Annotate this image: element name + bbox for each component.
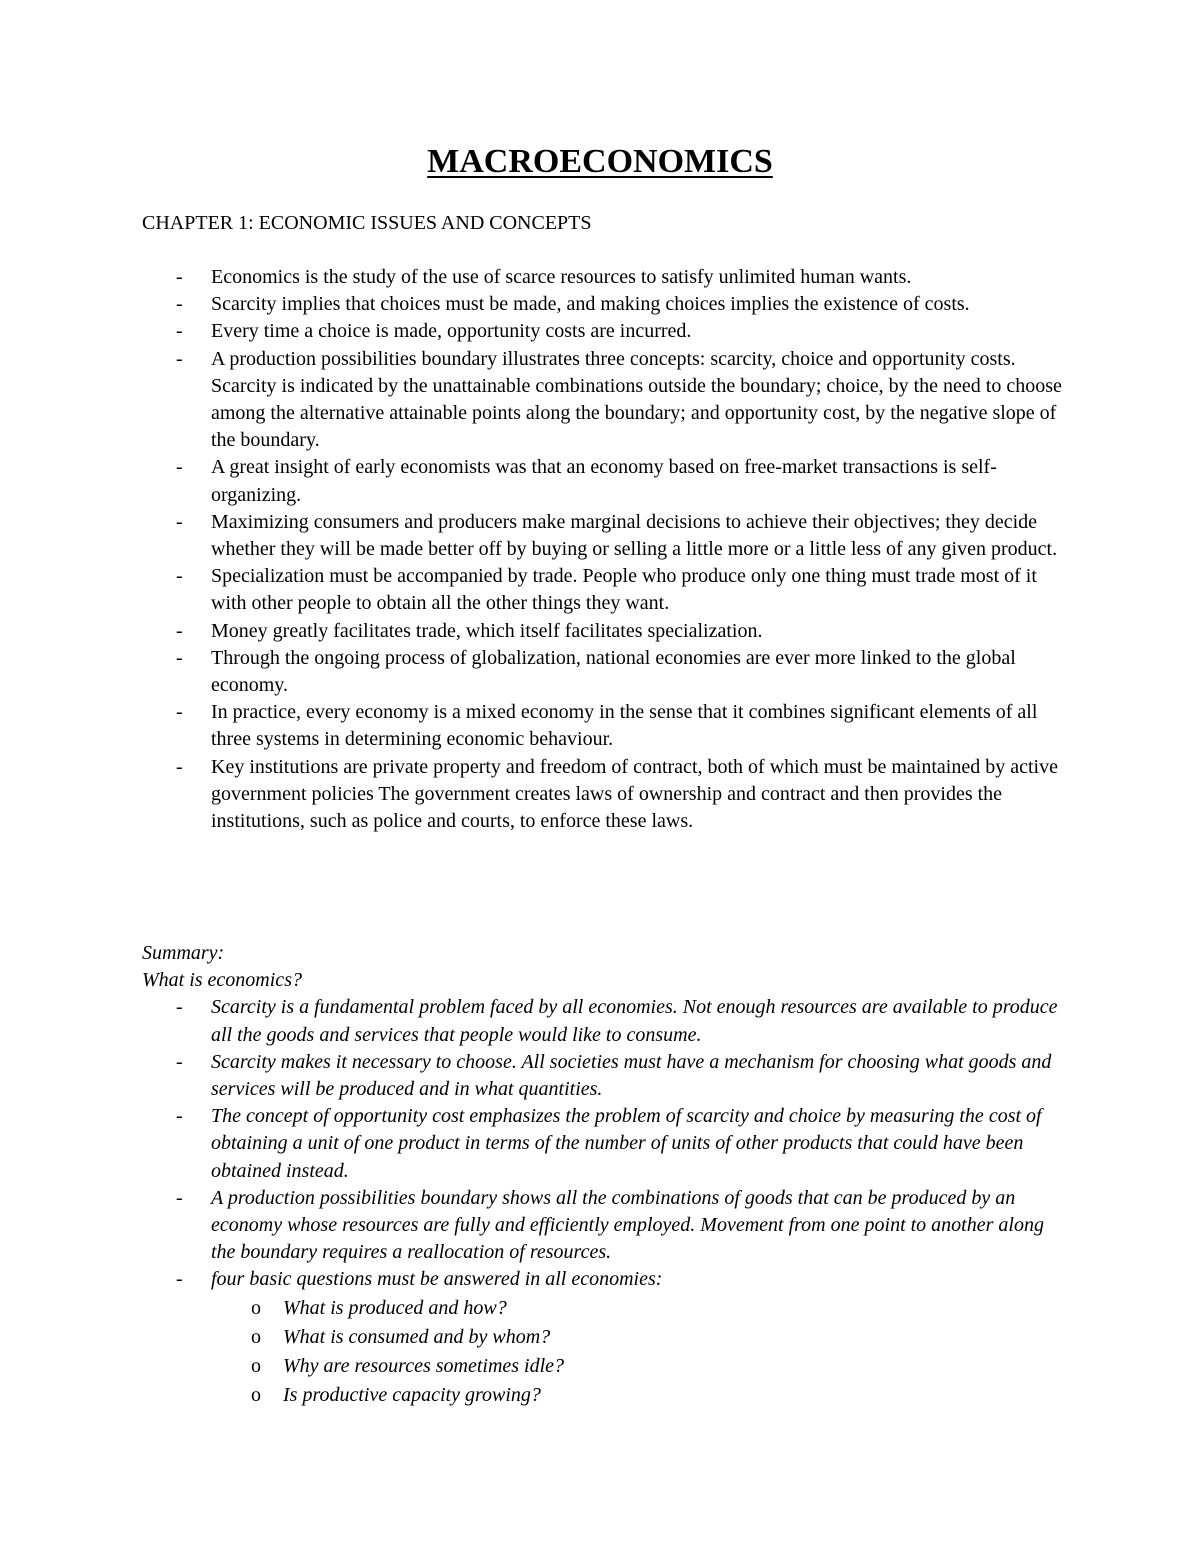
question-text: What is consumed and by whom? (283, 1325, 551, 1348)
bullet-marker: - (176, 1268, 183, 1291)
bullet-marker: - (176, 510, 183, 533)
summary-subheading: What is economics? (142, 969, 302, 992)
list-item (142, 264, 1062, 291)
list-item-text: A production possibilities boundary illustrates three concepts: scarcity, choice and opportunity costs. Scarcity is indicated by the unattainable combinations outside the boundary; choice, by the need to choose among the alternative attainable points along the boundary; and opportunity cost, by the negative slope of the boundary. (211, 347, 1062, 452)
bullet-marker: - (176, 755, 183, 778)
list-item (142, 509, 1062, 563)
list-item-text: Scarcity implies that choices must be made, and making choices implies the existence of costs. (211, 293, 970, 316)
list-item (142, 1266, 1062, 1293)
list-item (142, 645, 1062, 699)
bullet-marker: - (176, 1105, 183, 1128)
key-points-list (142, 264, 1062, 835)
list-item (142, 563, 1062, 617)
question-item (211, 1381, 1062, 1410)
question-text: Why are resources sometimes idle? (283, 1354, 565, 1377)
bullet-marker: - (176, 1186, 183, 1209)
bullet-marker: - (176, 456, 183, 479)
list-item-text: Every time a choice is made, opportunity costs are incurred. (211, 320, 692, 343)
list-item-text: Maximizing consumers and producers make marginal decisions to achieve their objectives; they decide whether they will be made better off by buying or selling a little more or a little less of any given product. (211, 510, 1058, 561)
bullet-marker: - (176, 347, 183, 370)
summary-points-list (142, 994, 1062, 1409)
list-item-text: Scarcity makes it necessary to choose. All societies must have a mechanism for choosing what goods and services will be produced and in what quantities. (211, 1050, 1052, 1101)
chapter-heading: CHAPTER 1: ECONOMIC ISSUES AND CONCEPTS (142, 212, 592, 234)
list-item-text: In practice, every economy is a mixed economy in the sense that it combines significant elements of all three systems in determining economic behaviour. (211, 701, 1038, 751)
list-item-text: four basic questions must be answered in all economies: (211, 1268, 663, 1291)
list-item-text: Key institutions are private property and freedom of contract, both of which must be maintained by active government policies The government creates laws of ownership and contract and then provides the institutions, such as police and courts, to enforce these laws. (211, 755, 1058, 833)
question-text: What is produced and how? (283, 1296, 507, 1319)
bullet-marker: - (176, 701, 183, 724)
list-item (142, 1185, 1062, 1267)
bullet-marker: - (176, 293, 183, 316)
question-item (211, 1352, 1062, 1381)
list-item (142, 1049, 1062, 1103)
bullet-marker: - (176, 565, 183, 588)
list-item (142, 1103, 1062, 1185)
list-item (142, 618, 1062, 645)
list-item-text: A great insight of early economists was that an economy based on free-market transactions is self-organizing. (211, 456, 997, 506)
list-item (142, 318, 1062, 345)
list-item-text: Scarcity is a fundamental problem faced by all economies. Not enough resources are available to produce all the goods and services that people would like to consume. (211, 996, 1058, 1046)
sub-bullet-marker: o (251, 1354, 261, 1377)
list-item (142, 754, 1062, 836)
sub-bullet-marker: o (251, 1325, 261, 1348)
question-item (211, 1294, 1062, 1323)
bullet-marker: - (176, 1050, 183, 1073)
bullet-marker: - (176, 320, 183, 343)
basic-questions-list (211, 1294, 1062, 1410)
list-item-text: A production possibilities boundary shows all the combinations of goods that can be produced by an economy whose resources are fully and efficiently employed. Movement from one point to another along the boundary requires a reallocation of resources. (211, 1186, 1044, 1264)
summary-section (142, 940, 1062, 1410)
question-item (211, 1323, 1062, 1352)
bullet-marker: - (176, 646, 183, 669)
list-item (142, 699, 1062, 753)
list-item (142, 346, 1062, 455)
list-item (142, 994, 1062, 1048)
list-item-text: The concept of opportunity cost emphasizes the problem of scarcity and choice by measuring the cost of obtaining a unit of one product in terms of the number of units of other products that could have been obtained instead. (211, 1105, 1042, 1182)
list-item-text: Through the ongoing process of globalization, national economies are ever more linked to the global economy. (211, 646, 1016, 697)
bullet-marker: - (176, 996, 183, 1019)
sub-list-container (142, 1294, 1062, 1410)
page-title: MACROECONOMICS (427, 143, 773, 180)
list-item-text: Specialization must be accompanied by trade. People who produce only one thing must trade most of it with other people to obtain all the other things they want. (211, 565, 1037, 615)
list-item (142, 291, 1062, 318)
bullet-marker: - (176, 266, 183, 288)
question-text: Is productive capacity growing? (283, 1383, 541, 1406)
sub-bullet-marker: o (251, 1383, 261, 1406)
list-item-text: Economics is the study of the use of scarce resources to satisfy unlimited human wants. (211, 266, 912, 288)
summary-heading: Summary: (142, 942, 225, 964)
bullet-marker: - (176, 619, 183, 642)
list-item-text: Money greatly facilitates trade, which itself facilitates specialization. (211, 619, 763, 642)
sub-bullet-marker: o (251, 1296, 261, 1319)
list-item (142, 454, 1062, 508)
